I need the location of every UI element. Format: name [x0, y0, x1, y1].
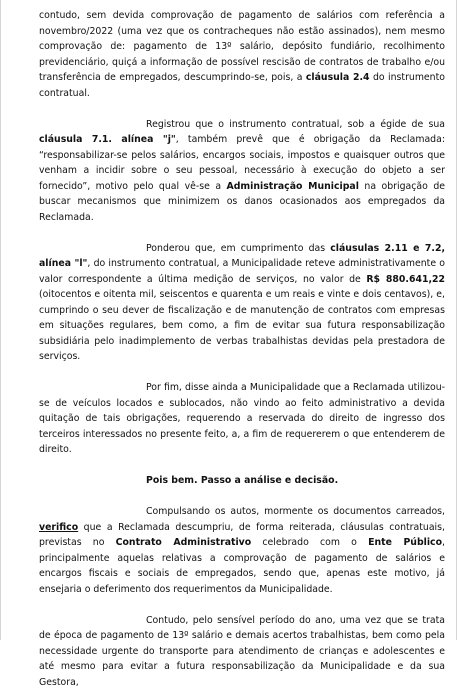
- paragraph-vehicles: Por fim, disse ainda a Municipalidade que a Reclamada utilizou-se de veículos locados e sublocados, não vindo ao feito administrativo a devida quitação de tais obrigações, requerendo a reservada do direito de ingresso dos terceiros interessados no presente feito, a, a fim de requererem o que entenderem de direito.: [39, 380, 445, 458]
- emphasis-word: verifico: [39, 522, 78, 533]
- paragraph-text: Compulsando os autos, mormente os documentos carreados,: [146, 506, 445, 517]
- document-body: [39, 8, 445, 690]
- paragraph-contract-breach: [39, 8, 445, 101]
- entity-name: Ente Público: [368, 537, 442, 548]
- paragraph-text: , do instrumento contratual, a Municipalidade reteve administrativamente o valor correspondente a última medição de serviços, no valor de: [39, 258, 445, 285]
- paragraph-text: contudo, sem devida comprovação de pagamento de salários com referência a novembro/2022 (uma vez que os contracheques não estão assinados), nem mesmo comprovação de: pagamento de 13º salário, depósito fundiário, recolhimento previdenciário, quiçá a informação de possível rescisão de contratos de trabalho e/ou transferência de empregados, descumprindo-se, pois, a: [39, 10, 445, 83]
- paragraph-text: , principalmente aquelas relativas a comprovação de pagamento de salários e encargos fiscais e sociais de empregados, sendo que, apenas este motivo, já ensejaria o deferimento dos requerimentos da Municipalidade.: [39, 537, 445, 595]
- paragraph-text: na obrigação de buscar mecanismos que minimizem os danos ocasionados aos empregados da Reclamada.: [39, 181, 445, 223]
- paragraph-retention: [39, 241, 445, 365]
- paragraph-clause-7-1: [39, 117, 445, 226]
- paragraph-text: (oitocentos e oitenta mil, seiscentos e quarenta e um reais e vinte e dois centavos), e, cumprindo o seu dever de fiscalização e de manutenção de contratos com empresas em situações regulares, bem como, a fim de evitar sua futura responsabilização subsidiária pelo inadimplemento de verbas trabalhistas devidas pela prestadora de serviços.: [39, 289, 445, 362]
- clause-reference: cláusula 2.4: [306, 72, 370, 83]
- entity-name: Contrato Administrativo: [116, 537, 252, 548]
- paragraph-text: Registrou que o instrumento contratual, sob a égide de sua: [146, 119, 445, 130]
- paragraph-decision: [39, 504, 445, 597]
- paragraph-text: que a Reclamada descumpriu, de forma reiterada, cláusulas contratuais, previstas no: [39, 522, 445, 549]
- paragraph-text: , também prevê que é obrigação da Reclamada: “responsabilizar-se pelos salários, encargos sociais, impostos e quaisquer outros que venham a incidir sobre o seu pessoal, necessário à execução do objeto a ser fornecido”, motivo pelo qual vê-se a: [39, 134, 445, 192]
- paragraph-text: do instrumento contratual.: [39, 72, 445, 99]
- paragraph-text: Ponderou que, em cumprimento das: [146, 243, 330, 254]
- paragraph-period: Contudo, pelo sensível período do ano, uma vez que se trata de época de pagamento de 13º salário e demais acertos trabalhistas, bem como pela necessidade urgente do transporte para atendimento de crianças e adolescentes e até mesmo para evitar a futura responsabilização da Municipalidade e da sua Gestora,: [39, 613, 445, 690]
- section-heading: Pois bem. Passo a análise e decisão.: [39, 473, 445, 489]
- entity-name: Administração Municipal: [227, 181, 359, 192]
- amount-value: R$ 880.641,22: [366, 274, 445, 285]
- paragraph-text: celebrado com o: [251, 537, 368, 548]
- clause-reference: cláusulas 2.11 e 7.2, alínea "l": [39, 243, 445, 270]
- clause-reference: cláusula 7.1. alínea "j": [39, 134, 176, 145]
